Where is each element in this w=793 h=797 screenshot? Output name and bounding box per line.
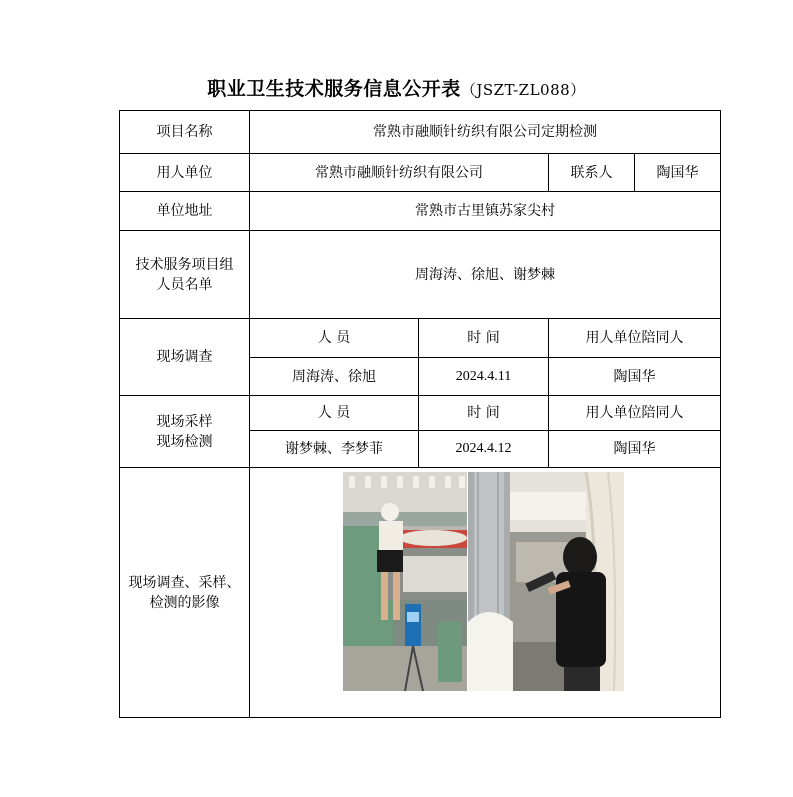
- row-project: [120, 111, 721, 154]
- title-main: 职业卫生技术服务信息公开表: [207, 78, 461, 100]
- sampling-people: 谢梦棘、李梦菲: [250, 431, 419, 468]
- page-title: [0, 76, 793, 103]
- project-name-value: 常熟市融顺针纺织有限公司定期检测: [250, 111, 721, 154]
- sampling-label: [120, 396, 250, 468]
- address-label: 单位地址: [120, 192, 250, 231]
- survey-date: 2024.4.11: [419, 358, 549, 396]
- site-photo-2: [468, 472, 624, 691]
- images-cell: [250, 468, 721, 718]
- sampling-label-line1: 现场采样: [156, 413, 213, 430]
- sampling-header-date: 时 间: [419, 396, 549, 431]
- images-label-line1: 现场调查、采样、: [128, 574, 241, 591]
- survey-label: 现场调查: [120, 319, 250, 396]
- images-label-line2: 检测的影像: [149, 594, 220, 611]
- title-code: （JSZT-ZL088）: [460, 81, 586, 99]
- employer-label: 用人单位: [120, 154, 250, 192]
- info-table: [119, 110, 721, 718]
- survey-header-date: 时 间: [419, 319, 549, 358]
- project-name-label: 项目名称: [120, 111, 250, 154]
- address-value: 常熟市古里镇苏家尖村: [250, 192, 721, 231]
- employer-value: 常熟市融顺针纺织有限公司: [250, 154, 549, 192]
- row-address: [120, 192, 721, 231]
- row-images: [120, 468, 721, 718]
- team-value: 周海涛、徐旭、谢梦棘: [250, 231, 721, 319]
- contact-label: 联系人: [549, 154, 635, 192]
- row-employer: [120, 154, 721, 192]
- sampling-header-escort: 用人单位陪同人: [549, 396, 721, 431]
- team-label: [120, 231, 250, 319]
- survey-people: 周海涛、徐旭: [250, 358, 419, 396]
- sampling-escort: 陶国华: [549, 431, 721, 468]
- survey-escort: 陶国华: [549, 358, 721, 396]
- survey-header-escort: 用人单位陪同人: [549, 319, 721, 358]
- row-sampling-header: [120, 396, 721, 431]
- survey-header-people: 人 员: [250, 319, 419, 358]
- row-team: [120, 231, 721, 319]
- sampling-header-people: 人 员: [250, 396, 419, 431]
- sampling-date: 2024.4.12: [419, 431, 549, 468]
- contact-value: 陶国华: [635, 154, 721, 192]
- row-survey-header: [120, 319, 721, 358]
- images-label: [120, 468, 250, 718]
- team-label-line2: 人员名单: [156, 276, 213, 293]
- photo-area: [250, 468, 720, 716]
- sampling-label-line2: 现场检测: [156, 433, 213, 450]
- site-photo-1: [343, 472, 467, 691]
- team-label-line1: 技术服务项目组: [135, 256, 234, 273]
